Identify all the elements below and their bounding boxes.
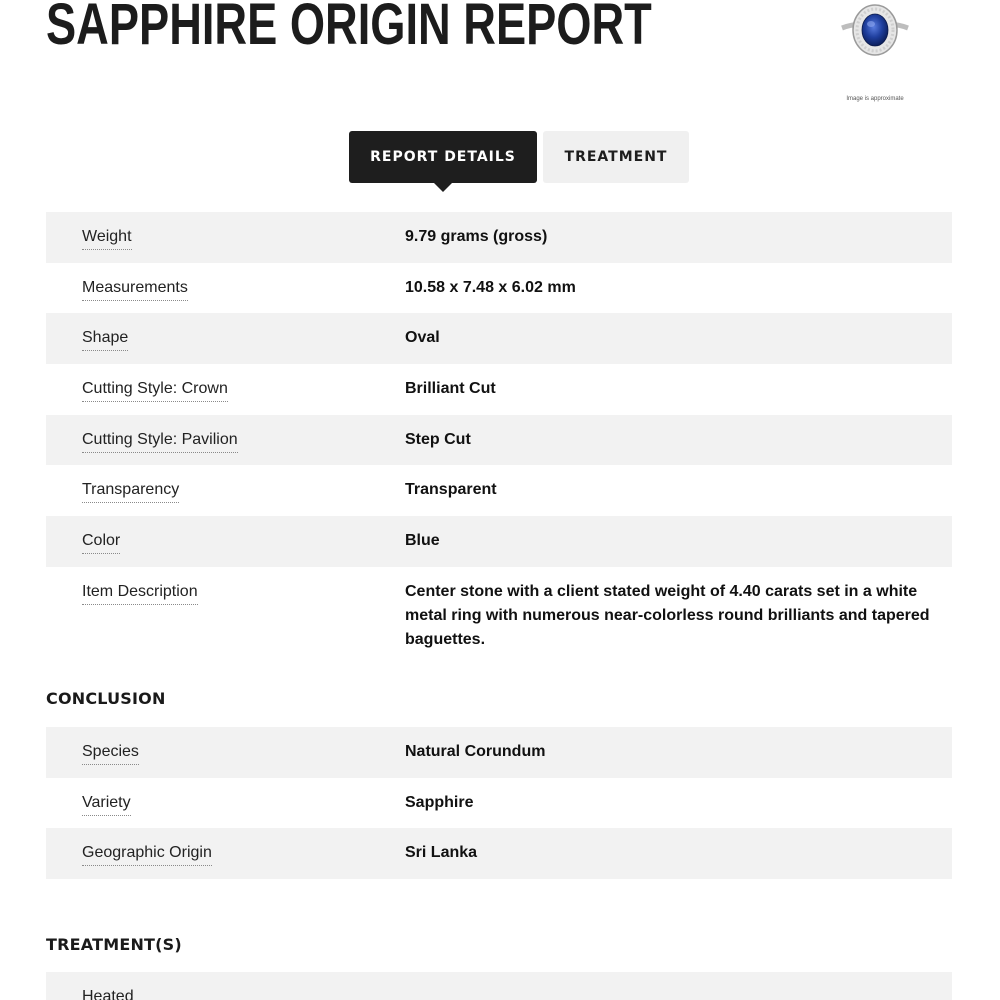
row-label[interactable]: Measurements	[82, 279, 188, 301]
table-row	[46, 828, 952, 879]
row-value: Sri Lanka	[405, 844, 478, 862]
row-label[interactable]: Color	[82, 532, 120, 554]
row-value: 10.58 x 7.48 x 6.02 mm	[405, 278, 576, 296]
table-row	[46, 415, 952, 466]
tab-report-details[interactable]: REPORT DETAILS	[349, 131, 537, 183]
table-row	[46, 212, 952, 263]
report-details-table	[46, 212, 952, 647]
row-value: Blue	[405, 532, 440, 550]
table-row	[46, 465, 952, 516]
row-value: Step Cut	[405, 430, 471, 448]
table-row	[46, 364, 952, 415]
table-row	[46, 727, 952, 778]
row-value: Transparent	[405, 481, 497, 499]
row-label[interactable]: Species	[82, 743, 139, 765]
tab-treatment[interactable]: TREATMENT	[543, 131, 689, 183]
report-tabs	[349, 131, 689, 183]
row-label[interactable]: Cutting Style: Pavilion	[82, 431, 238, 453]
row-label[interactable]: Weight	[82, 228, 132, 250]
table-row	[46, 263, 952, 314]
row-value: Center stone with a client stated weight of 4.40 carats set in a white metal ring with numerous near-colorless round brilliants and tapered baguettes.	[405, 582, 930, 648]
row-label[interactable]: Shape	[82, 329, 128, 351]
row-value: 9.79 grams (gross)	[405, 228, 548, 245]
table-row	[46, 313, 952, 364]
row-value: Oval	[405, 329, 440, 347]
row-label[interactable]: Transparency	[82, 481, 179, 503]
row-value: Natural Corundum	[405, 743, 546, 760]
table-row	[46, 516, 952, 567]
conclusion-heading: CONCLUSION	[46, 689, 166, 708]
row-label[interactable]: Item Description	[82, 583, 198, 605]
treatments-table	[46, 972, 952, 1000]
sapphire-ring-image	[838, 2, 912, 60]
page-title: SAPPHIRE ORIGIN REPORT	[46, 0, 652, 57]
row-label[interactable]: Geographic Origin	[82, 844, 212, 866]
table-row	[46, 778, 952, 829]
row-label[interactable]: Variety	[82, 794, 131, 816]
table-row	[46, 567, 952, 647]
table-row	[46, 972, 952, 1000]
row-label[interactable]: Cutting Style: Crown	[82, 380, 228, 402]
row-label[interactable]: Heated	[82, 988, 134, 1000]
treatments-heading: TREATMENT(S)	[46, 935, 182, 954]
conclusion-table	[46, 727, 952, 879]
image-caption: Image is approximate	[846, 96, 904, 102]
row-value: Sapphire	[405, 793, 474, 811]
row-value: Brilliant Cut	[405, 380, 496, 398]
